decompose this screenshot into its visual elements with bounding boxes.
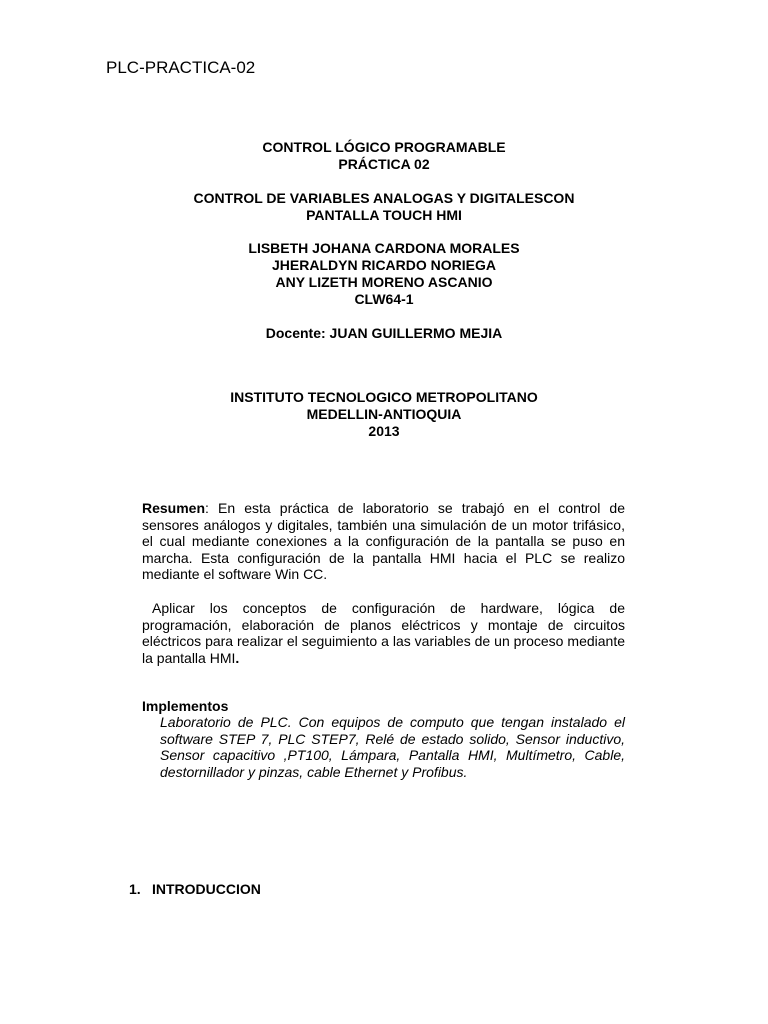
document-code-header: PLC-PRACTICA-02 xyxy=(106,58,256,77)
author-name: ANY LIZETH MORENO ASCANIO xyxy=(275,274,493,290)
resumen-label: Resumen xyxy=(142,500,206,516)
objetivo-text: Aplicar los conceptos de configuración de hardware, lógica de programación, elaboración de planos eléctricos y montaje de circuitos eléctricos para realizar el seguimiento a las variables de un proceso mediante la pantalla HMI xyxy=(142,600,625,666)
course-title-block xyxy=(0,139,768,173)
group-code: CLW64-1 xyxy=(354,291,414,307)
resumen-text: : En esta práctica de laboratorio se trabajó en el control de sensores análogos y digitales, también una simulación de un motor trifásico, el cual mediante conexiones a la configuración de la pantalla se puso en marcha. Esta configuración de la pantalla HMI hacia el PLC se realizo mediante el software Win CC. xyxy=(142,500,625,582)
institution-year: 2013 xyxy=(368,423,400,439)
practice-subtitle-line-1: CONTROL DE VARIABLES ANALOGAS Y DIGITALESCON xyxy=(193,190,575,206)
institution-name: INSTITUTO TECNOLOGICO METROPOLITANO xyxy=(230,389,538,405)
objetivo-paragraph xyxy=(142,600,625,666)
practice-number: PRÁCTICA 02 xyxy=(338,156,430,172)
teacher-line: Docente: JUAN GUILLERMO MEJIA xyxy=(265,325,503,341)
author-name: JHERALDYN RICARDO NORIEGA xyxy=(271,257,496,273)
practice-subtitle-line-2: PANTALLA TOUCH HMI xyxy=(306,207,462,223)
section-title: INTRODUCCION xyxy=(152,881,261,897)
institution-block xyxy=(0,389,768,440)
section-number: 1. xyxy=(129,881,141,897)
resumen-paragraph xyxy=(142,500,625,583)
course-title: CONTROL LÓGICO PROGRAMABLE xyxy=(262,139,506,155)
institution-location: MEDELLIN-ANTIOQUIA xyxy=(306,406,462,422)
practice-subtitle-block xyxy=(0,190,768,224)
author-name: LISBETH JOHANA CARDONA MORALES xyxy=(248,240,520,256)
section-heading-introduccion xyxy=(129,881,261,898)
authors-block xyxy=(0,240,768,308)
implementos-heading: Implementos xyxy=(142,698,229,714)
objetivo-end-mark: . xyxy=(235,649,240,666)
implementos-list: Laboratorio de PLC. Con equipos de computo que tengan instalado el software STEP 7, PLC STEP7, Relé de estado solido, Sensor inductivo, Sensor capacitivo ,PT100, Lámpara, Pantalla HMI, Multímetro, Cable, destornillador y pinzas, cable Ethernet y Profibus. xyxy=(160,714,625,780)
